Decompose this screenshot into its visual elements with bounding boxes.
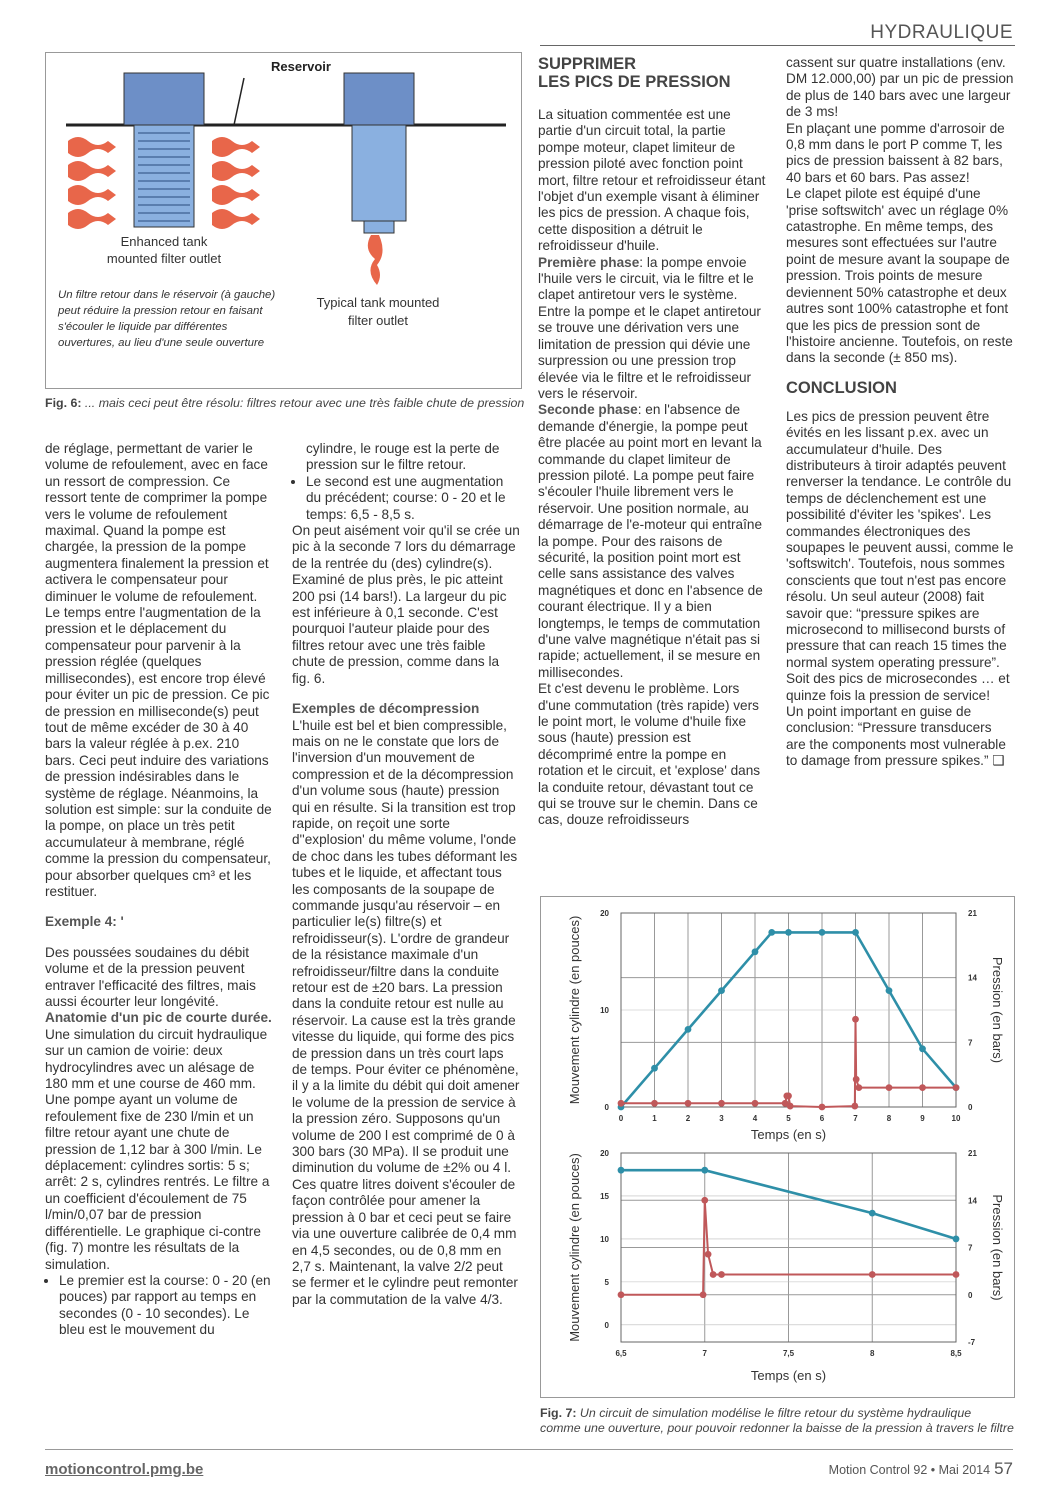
paragraph: de réglage, permettant de varier le volume de refoulement, avec en face un ressort de compression. Ce ressort tente de comprimer la pompe vers le volume de refoulement maximal. Quand la pompe est chargée, la pression de la pompe augmentera finalement la pression et activera le compensateur pour diminuer le volume de refoulement. Le temps entre l'augmentation de la pression et le déplacement du compensateur pour parvenir à la pression réglée (quelques millisecondes), est encore trop élevé pour éviter un pic de pression. Ce pic de pression en milliseconde(s) peut tout de même excéder de 30 à 40 bars la valeur réglée à p.ex. 210 bars. Ceci peut induire des variations de pression indésirables dans le système de réglage. Néanmoins, la solution est simple: sur la conduite de la pompe, on place un très petit accumulateur à membrane, réglé comme la pression du compensateur, pour absorber quelques cm³ et les restituer. (45, 441, 272, 899)
data-point (785, 929, 792, 936)
enhanced-label-2: mounted filter outlet (106, 251, 222, 266)
y-tick-label: 0 (604, 1320, 609, 1330)
y-tick-label: 5 (604, 1277, 609, 1287)
fig6-caption-text: ... mais ceci peut être résolu: filtres retour avec une très faible chute de pression (81, 396, 525, 410)
y-tick-label: 10 (600, 1006, 609, 1015)
y2-tick-label: 14 (968, 973, 977, 983)
fig7-charts (541, 897, 1014, 1397)
data-point (855, 1084, 862, 1091)
data-point (953, 1236, 960, 1243)
paragraph: On peut aisément voir qu'il se crée un pic à la seconde 7 lors du démarrage de la rentrée du (des) cylindre(s). Examiné de plus près, le pic atteint 200 psi (14 bars!). La largeur du pic est inférieure à 0,1 seconde. C'est pourquoi l'auteur plaide pour des filtres retour avec une très faible chute de pression, comme dans la fig. 6. (292, 523, 520, 686)
fig6-frame (45, 52, 522, 389)
data-point (618, 1291, 625, 1298)
footer-url[interactable]: motioncontrol.pmg.be (45, 1461, 204, 1478)
data-point (869, 1271, 876, 1278)
y2-tick-label: 0 (968, 1103, 973, 1112)
paragraph: cassent sur quatre installations (env. DM 12.000,00) par un pic de pression de plus de 140 bars avec une largeur de 3 ms! (786, 55, 1014, 120)
typical-label-1: Typical tank mounted (316, 295, 440, 310)
paragraph: Les pics de pression peuvent être évités en les lissant p.ex. avec un accumulateur d'huile. Des distributeurs à tiroir adaptés peuvent renverser la tendance. Le contrôle du temps de déclenchement est une possibilité d'éviter les 'spikes'. Les commandes électroniques des soupapes le peuvent aussi, comme le 'softswitch'. Toutefois, nous sommes conscients que tout n'est pas encore résolu. Un seul auteur (2008) fait savoir que: “pressure spikes are microsecond to millisecond bursts of pressure that can reach 15 times the normal system operating pressure”. Soit des pics de microsecondes … et quinze fois la pression de service! (786, 408, 1014, 703)
y2-tick-label: 7 (968, 1243, 973, 1253)
y2-tick-label: 21 (968, 1149, 977, 1158)
page-number: 57 (994, 1459, 1013, 1478)
typical-label-2: filter outlet (348, 313, 408, 328)
data-point (651, 1065, 658, 1072)
section-label: HYDRAULIQUE (870, 22, 1013, 43)
data-point (869, 1210, 876, 1217)
y-tick-label: 15 (600, 1191, 609, 1201)
paragraph: L'huile est bel et bien compressible, mais on ne le constate que lors de l'inversion d'un mouvement de compression et de la décompression d'un volume sous (haute) pression qui en résulte. Si la transition est trop rapide, on reçoit une sorte d''explosion' du même volume, l'onde de choc dans les tubes déformant les tubes et le liquide, et affectant tous les composants de la soupape de commande jusqu'au réservoir – en particulier le(s) filtre(s) et refroidisseur(s). L'ordre de grandeur de la résistance maximale d'un refroidisseur/filtre dans la conduite retour est de ±20 bars. La pression dans la conduite retour est nulle au réservoir. La cause est la très grande vitesse du liquide, qui forme des pics de pression dans un très court laps de temps. Pour éviter ce phénomène, il y a la limite du débit qui doit amener le volume de la pression de service à la pression zéro. Supposons qu'un volume de 200 l est comprimé de 0 à 300 bars (30 MPa). Il se produit une diminution du volume de ±2% ou 4 l. Ces quatre litres doivent s'écouler de façon contrôlée pour amener la pression à 0 bar et ceci peut se faire via une ouverture calibrée de 0,4 mm en 4,5 secondes, ou de 0,8 mm en 2,7 s. Maintenant, la valve 2/2 peut se fermer et le cylindre peut remonter par la commutation de la valve 4/3. (292, 717, 520, 1307)
data-point (752, 948, 759, 955)
enhanced-label-1: Enhanced tank (120, 234, 208, 249)
y2-axis-label: Pression (en bars) (990, 956, 1005, 1064)
y2-tick-label: 0 (968, 1290, 973, 1300)
fig7-caption (540, 1406, 1015, 1436)
subheading: Exemple 4: ' (45, 914, 124, 930)
x-tick-label: 8,5 (950, 1349, 962, 1358)
y2-tick-label: 7 (968, 1038, 973, 1048)
fig6-inner-caption-line: peut réduire la pression retour en faisant (58, 305, 263, 317)
column-4 (786, 55, 1014, 770)
data-point (768, 929, 775, 936)
section-title: SUPPRIMER (538, 55, 637, 73)
data-point (919, 1084, 926, 1091)
fig6-caption-number: Fig. 6: (45, 396, 82, 410)
fig7-caption-text: Un circuit de simulation modélise le filtre retour du système hydraulique comme une ouverture, pour pouvoir redonner la baisse de la pression à travers le filtre (540, 1406, 1014, 1435)
data-point (701, 1167, 708, 1174)
data-point (853, 1076, 860, 1083)
data-point (700, 1291, 707, 1298)
list-item: • Le premier est la course: 0 - 20 (en pouces) par rapport au temps en secondes (0 - 10 secondes). Le bleu est le mouvement du (59, 1273, 273, 1339)
data-point (785, 1093, 792, 1100)
data-point (819, 1104, 826, 1111)
paragraph: La situation commentée est une partie d'un circuit total, la partie pompe moteur, clapet limiteur de pression piloté avec fonction point mort, filtre retour et refroidisseur étant l'objet d'un exemple visant à éliminer les pics de pression. A chaque fois, cette disposition a détruit le refroidisseur d'huile. (538, 107, 766, 254)
y-tick-label: 20 (600, 1149, 609, 1158)
data-point (618, 1100, 625, 1107)
paragraph-text: Une simulation du circuit hydraulique sur un camion de voirie: deux hydrocylindres avec un alésage de 180 mm et une course de 460 mm. Une pompe ayant un volume de refoulement fixe de 230 l/min et un filtre retour ayant une chute de pression de 1,12 bar à 300 l/min. Le déplacement: cylindres sortis: 5 s; arrêt: 2 s, cylindres rentrés. Le filtre a un coefficient d'écoulement de 75 l/min/0,07 bar de pression différentielle. Le graphique ci-contre (fig. 7) montre les résultats de la simulation. (45, 1026, 270, 1272)
data-point (705, 1251, 712, 1258)
data-point (787, 1103, 794, 1110)
fig6-inner-caption-line: Un filtre retour dans le réservoir (à gauche) (58, 289, 276, 301)
data-point (651, 1100, 658, 1107)
data-point (685, 1100, 692, 1107)
data-point (701, 1197, 708, 1204)
fig7-caption-number: Fig. 7: (540, 1406, 577, 1420)
fig7-frame (540, 896, 1015, 1398)
data-point (718, 1271, 725, 1278)
subheading: Anatomie d'un pic de courte durée. (45, 1010, 272, 1026)
x-tick-label: 10 (951, 1114, 961, 1123)
column-3 (538, 55, 768, 829)
x-tick-label: 0 (618, 1114, 624, 1123)
y-tick-label: 0 (604, 1103, 609, 1112)
paragraph (45, 1010, 273, 1273)
x-tick-label: 6 (819, 1114, 825, 1123)
data-point (752, 1100, 759, 1107)
y-tick-label: 10 (600, 1234, 609, 1244)
paragraph (538, 255, 768, 403)
data-point (851, 1103, 858, 1110)
column-1 (45, 441, 273, 1339)
paragraph: Le clapet pilote est équipé d'une 'prise softswitch' avec un réglage 0% catastrophe. En même temps, des mesures sont effectuées sur l'autre point de mesure avant la soupape de pression. Trois points de mesure deviennent 50% catastrophe et deux autres sont 100% catastrophe et font que les pics de pression sont de l'histoire ancienne. Toutefois, on reste dans la seconde (± 850 ms). (786, 186, 1013, 366)
fig6-inner-caption-line: ouvertures, au lieu d'une seule ouverture (58, 337, 265, 349)
data-point (953, 1271, 960, 1278)
paragraph: cylindre, le rouge est la perte de pression sur le filtre retour. (306, 441, 500, 473)
paragraph-text: : en l'absence de demande d'énergie, la pompe peut être placée au point mort en levant la commande du clapet limiteur de pression piloté. La pompe peut faire s'écouler l'huile librement vers le réservoir. Une position normale, au démarrage de l'e-moteur qui entraîne la pompe. Pour des raisons de sécurité, la position point mort est celle sans assistance des valves magnétiques et donc en l'absence de courant électrique. Il y a bien longtemps, le temps de commutation d'une valve magnétique n'était pas si rapide; actuellement, il se mesure en millisecondes. (538, 402, 763, 680)
section-title: LES PICS DE PRESSION (538, 73, 731, 91)
y-axis-label: Mouvement cylindre (en pouces) (567, 1153, 582, 1342)
data-point (819, 929, 826, 936)
footer-issue: Motion Control 92 • Mai 2014 57 (828, 1459, 1013, 1478)
y-tick-label: 20 (600, 909, 609, 918)
list-item: • Le second est une augmentation du précédent; course: 0 - 20 et le temps: 6,5 - 8,5 s. (306, 474, 520, 523)
x-tick-label: 8 (870, 1349, 875, 1358)
footer-rule (45, 1449, 1013, 1450)
data-point (618, 1167, 625, 1174)
fig6-inner-caption-line: s'écouler le liquide par différentes (58, 321, 228, 333)
subheading: Seconde phase (538, 402, 638, 418)
x-tick-label: 3 (719, 1114, 724, 1123)
x-tick-label: 7,5 (782, 1349, 795, 1358)
subheading: Exemples de décompression (292, 701, 480, 717)
paragraph (538, 402, 768, 681)
y2-tick-label: -7 (968, 1338, 976, 1347)
paragraph: Un point important en guise de conclusion: “Pressure transducers are the components most vulnerable to damage from pressure spikes.” ❑ (786, 704, 1006, 769)
x-tick-label: 2 (685, 1114, 691, 1123)
x-tick-label: 6,5 (615, 1349, 627, 1358)
data-point (710, 1271, 717, 1278)
reservoir-label: Reservoir (271, 59, 331, 74)
x-tick-label: 9 (920, 1114, 925, 1123)
y-axis-label: Mouvement cylindre (en pouces) (567, 915, 582, 1105)
fig6-caption (45, 396, 525, 411)
data-point (886, 1084, 893, 1091)
fig6-illustration (46, 53, 521, 388)
data-point (718, 987, 725, 994)
paragraph: En plaçant une pomme d'arrosoir de 0,8 mm dans le port P comme T, les pics de pression baissent à 82 bars, 40 bars et 60 bars. Pas assez! (786, 120, 1005, 185)
section-title: CONCLUSION (786, 378, 897, 397)
column-2 (292, 441, 520, 1308)
y2-axis-label: Pression (en bars) (990, 1194, 1005, 1301)
y2-tick-label: 21 (968, 909, 977, 918)
x-axis-label: Temps (en s) (750, 1127, 827, 1142)
x-tick-label: 4 (752, 1114, 758, 1123)
paragraph-text: : la pompe envoie l'huile vers le circuit, via le filtre et le clapet antiretour vers le système. Entre la pompe et le clapet antiretour se trouve une dérivation vers une limitation de pression qui dévie une surpression ou une pression trop élevée via le filtre et le refroidisseur vers le réservoir. (538, 254, 761, 401)
x-tick-label: 8 (886, 1114, 892, 1123)
x-tick-label: 7 (853, 1114, 858, 1123)
x-tick-label: 7 (702, 1349, 707, 1358)
paragraph: Des poussées soudaines du débit volume et de la pression peuvent entraver l'efficacité des filtres, mais aussi écourter leur longévité. (45, 944, 256, 1009)
x-tick-label: 5 (786, 1114, 791, 1123)
x-axis-label: Temps (en s) (750, 1368, 827, 1383)
section-rule (540, 45, 1015, 46)
data-point (685, 1026, 692, 1033)
data-point (886, 987, 893, 994)
data-point (852, 929, 859, 936)
paragraph: Et c'est devenu le problème. Lors d'une commutation (très rapide) vers le point mort, le volume d'huile fixe sous (haute) pression est décomprimé entre la pompe en rotation et le circuit, et 'explose' dans la conduite retour, dévastant tout ce qui se trouve sur le chemin. Dans ce cas, douze refroidisseurs (538, 681, 761, 828)
x-tick-label: 1 (652, 1114, 657, 1123)
y2-tick-label: 14 (968, 1196, 977, 1206)
subheading: Première phase (538, 254, 640, 270)
data-point (919, 1045, 926, 1052)
data-point (953, 1084, 960, 1091)
data-point (852, 1016, 859, 1023)
data-point (718, 1100, 725, 1107)
